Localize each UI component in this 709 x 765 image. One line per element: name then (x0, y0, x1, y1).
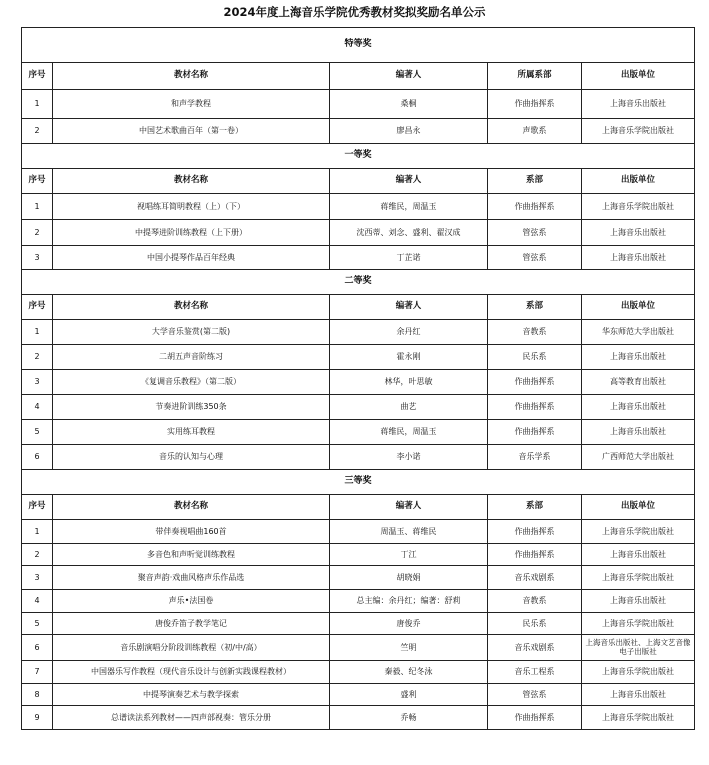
cell-author: 林华，叶思敏 (330, 370, 488, 395)
cell-department: 民乐系 (488, 613, 582, 635)
section-row (22, 470, 695, 495)
section-title: 三等奖 (22, 470, 695, 495)
cell-title: 中提琴进阶训练教程（上下册） (53, 220, 330, 246)
table-row (22, 445, 695, 470)
table-row (22, 246, 695, 270)
cell-publisher: 上海音乐学院出版社 (582, 119, 695, 144)
cell-title: 声乐•法国卷 (53, 590, 330, 613)
cell-index: 6 (22, 445, 53, 470)
header-row (22, 495, 695, 520)
cell-index: 9 (22, 706, 53, 730)
cell-publisher: 上海音乐学院出版社 (582, 194, 695, 220)
table-row (22, 194, 695, 220)
cell-index: 1 (22, 194, 53, 220)
cell-title: 大学音乐鉴赏(第二版) (53, 320, 330, 345)
cell-author: 竺明 (330, 635, 488, 661)
cell-index: 4 (22, 395, 53, 420)
table-row (22, 395, 695, 420)
header-title: 教材名称 (53, 63, 330, 90)
cell-index: 7 (22, 661, 53, 684)
cell-title: 中国艺术歌曲百年（第一卷） (53, 119, 330, 144)
cell-publisher: 上海音乐出版社 (582, 395, 695, 420)
cell-department: 音教系 (488, 320, 582, 345)
cell-publisher: 上海音乐出版社 (582, 544, 695, 566)
header-title: 教材名称 (53, 295, 330, 320)
cell-author: 盛利 (330, 684, 488, 706)
header-department: 所属系部 (488, 63, 582, 90)
header-publisher: 出版单位 (582, 63, 695, 90)
cell-index: 8 (22, 684, 53, 706)
header-index: 序号 (22, 495, 53, 520)
cell-publisher: 上海音乐出版社、上海文艺音像电子出版社 (582, 635, 695, 661)
cell-publisher: 上海音乐出版社 (582, 246, 695, 270)
cell-publisher: 上海音乐出版社 (582, 345, 695, 370)
cell-department: 作曲指挥系 (488, 90, 582, 119)
cell-title: 中提琴演奏艺术与教学探索 (53, 684, 330, 706)
header-department: 系部 (488, 495, 582, 520)
table-row (22, 684, 695, 706)
cell-author: 余丹红 (330, 320, 488, 345)
header-index: 序号 (22, 169, 53, 194)
cell-title: 聚音声韵·戏曲风格声乐作品选 (53, 566, 330, 590)
cell-department: 音乐戏剧系 (488, 635, 582, 661)
cell-author: 曲艺 (330, 395, 488, 420)
cell-title: 视唱练耳简明教程（上）（下） (53, 194, 330, 220)
cell-index: 1 (22, 320, 53, 345)
cell-index: 3 (22, 246, 53, 270)
cell-department: 作曲指挥系 (488, 544, 582, 566)
cell-department: 声歌系 (488, 119, 582, 144)
cell-index: 1 (22, 520, 53, 544)
cell-publisher: 上海音乐学院出版社 (582, 566, 695, 590)
cell-title: 唐俊乔笛子教学笔记 (53, 613, 330, 635)
table-row (22, 345, 695, 370)
cell-title: 音乐的认知与心理 (53, 445, 330, 470)
cell-department: 作曲指挥系 (488, 395, 582, 420)
cell-publisher: 华东师范大学出版社 (582, 320, 695, 345)
table-row (22, 590, 695, 613)
table-row (22, 706, 695, 730)
section-row (22, 144, 695, 169)
cell-publisher: 高等教育出版社 (582, 370, 695, 395)
cell-author: 丁芷诺 (330, 246, 488, 270)
cell-author: 唐俊乔 (330, 613, 488, 635)
cell-index: 4 (22, 590, 53, 613)
header-row (22, 169, 695, 194)
cell-title: 多音色和声听觉训练教程 (53, 544, 330, 566)
header-author: 编著人 (330, 295, 488, 320)
cell-author: 沈西蒂、刘念、盛利、翟汉成 (330, 220, 488, 246)
cell-department: 作曲指挥系 (488, 194, 582, 220)
cell-index: 3 (22, 370, 53, 395)
cell-department: 作曲指挥系 (488, 420, 582, 445)
cell-department: 管弦系 (488, 220, 582, 246)
cell-publisher: 上海音乐学院出版社 (582, 520, 695, 544)
cell-author: 蒋维民，周温玉 (330, 420, 488, 445)
table-row (22, 544, 695, 566)
header-row (22, 63, 695, 90)
cell-department: 作曲指挥系 (488, 370, 582, 395)
cell-publisher: 上海音乐出版社 (582, 420, 695, 445)
cell-author: 廖昌永 (330, 119, 488, 144)
cell-author: 丁江 (330, 544, 488, 566)
award-table (21, 27, 695, 730)
cell-title: 和声学教程 (53, 90, 330, 119)
header-author: 编著人 (330, 63, 488, 90)
cell-index: 3 (22, 566, 53, 590)
table-row (22, 220, 695, 246)
cell-title: 中国器乐写作教程（现代音乐设计与创新实践课程教材） (53, 661, 330, 684)
cell-title: 音乐剧演唱分阶段训练教程（初/中/高） (53, 635, 330, 661)
header-department: 系部 (488, 295, 582, 320)
table-row (22, 90, 695, 119)
header-publisher: 出版单位 (582, 295, 695, 320)
cell-index: 2 (22, 220, 53, 246)
table-row (22, 566, 695, 590)
cell-author: 秦毅、纪冬泳 (330, 661, 488, 684)
cell-publisher: 上海音乐出版社 (582, 590, 695, 613)
cell-title: 节奏进阶训练350条 (53, 395, 330, 420)
cell-index: 2 (22, 345, 53, 370)
header-row (22, 295, 695, 320)
cell-title: 二胡五声音阶练习 (53, 345, 330, 370)
section-title: 特等奖 (22, 28, 695, 63)
table-row (22, 370, 695, 395)
table-row (22, 420, 695, 445)
cell-publisher: 上海音乐出版社 (582, 220, 695, 246)
header-title: 教材名称 (53, 495, 330, 520)
cell-title: 带伴奏视唱曲160首 (53, 520, 330, 544)
section-title: 一等奖 (22, 144, 695, 169)
cell-department: 管弦系 (488, 684, 582, 706)
cell-department: 管弦系 (488, 246, 582, 270)
cell-department: 音乐学系 (488, 445, 582, 470)
cell-department: 音乐工程系 (488, 661, 582, 684)
table-row (22, 661, 695, 684)
cell-title: 《复调音乐教程》（第二版） (53, 370, 330, 395)
cell-publisher: 广西师范大学出版社 (582, 445, 695, 470)
cell-publisher: 上海音乐学院出版社 (582, 661, 695, 684)
header-author: 编著人 (330, 495, 488, 520)
cell-author: 周温玉、蒋维民 (330, 520, 488, 544)
cell-title: 实用练耳教程 (53, 420, 330, 445)
header-department: 系部 (488, 169, 582, 194)
cell-department: 音教系 (488, 590, 582, 613)
header-index: 序号 (22, 63, 53, 90)
cell-publisher: 上海音乐学院出版社 (582, 706, 695, 730)
cell-index: 2 (22, 119, 53, 144)
cell-author: 桑桐 (330, 90, 488, 119)
table-row (22, 520, 695, 544)
cell-index: 5 (22, 420, 53, 445)
cell-publisher: 上海音乐出版社 (582, 684, 695, 706)
cell-department: 作曲指挥系 (488, 706, 582, 730)
cell-index: 1 (22, 90, 53, 119)
page-title: 2024年度上海音乐学院优秀教材奖拟奖励名单公示 (223, 5, 486, 19)
cell-department: 音乐戏剧系 (488, 566, 582, 590)
header-publisher: 出版单位 (582, 169, 695, 194)
cell-author: 胡晓娟 (330, 566, 488, 590)
cell-department: 民乐系 (488, 345, 582, 370)
cell-author: 霍永刚 (330, 345, 488, 370)
cell-publisher: 上海音乐出版社 (582, 90, 695, 119)
cell-author: 蒋维民，周温玉 (330, 194, 488, 220)
header-author: 编著人 (330, 169, 488, 194)
cell-publisher: 上海音乐学院出版社 (582, 613, 695, 635)
section-title: 二等奖 (22, 270, 695, 295)
cell-title: 总谱读法系列教材——四声部视奏：管乐分册 (53, 706, 330, 730)
cell-title: 中国小提琴作品百年经典 (53, 246, 330, 270)
table-row (22, 320, 695, 345)
cell-index: 5 (22, 613, 53, 635)
header-publisher: 出版单位 (582, 495, 695, 520)
header-index: 序号 (22, 295, 53, 320)
cell-index: 6 (22, 635, 53, 661)
section-row (22, 270, 695, 295)
table-row (22, 613, 695, 635)
table-row (22, 635, 695, 661)
table-row (22, 119, 695, 144)
header-title: 教材名称 (53, 169, 330, 194)
cell-author: 李小诺 (330, 445, 488, 470)
cell-author: 总主编：余丹红；编著：舒莉 (330, 590, 488, 613)
section-row (22, 28, 695, 63)
cell-author: 乔畅 (330, 706, 488, 730)
cell-index: 2 (22, 544, 53, 566)
cell-department: 作曲指挥系 (488, 520, 582, 544)
